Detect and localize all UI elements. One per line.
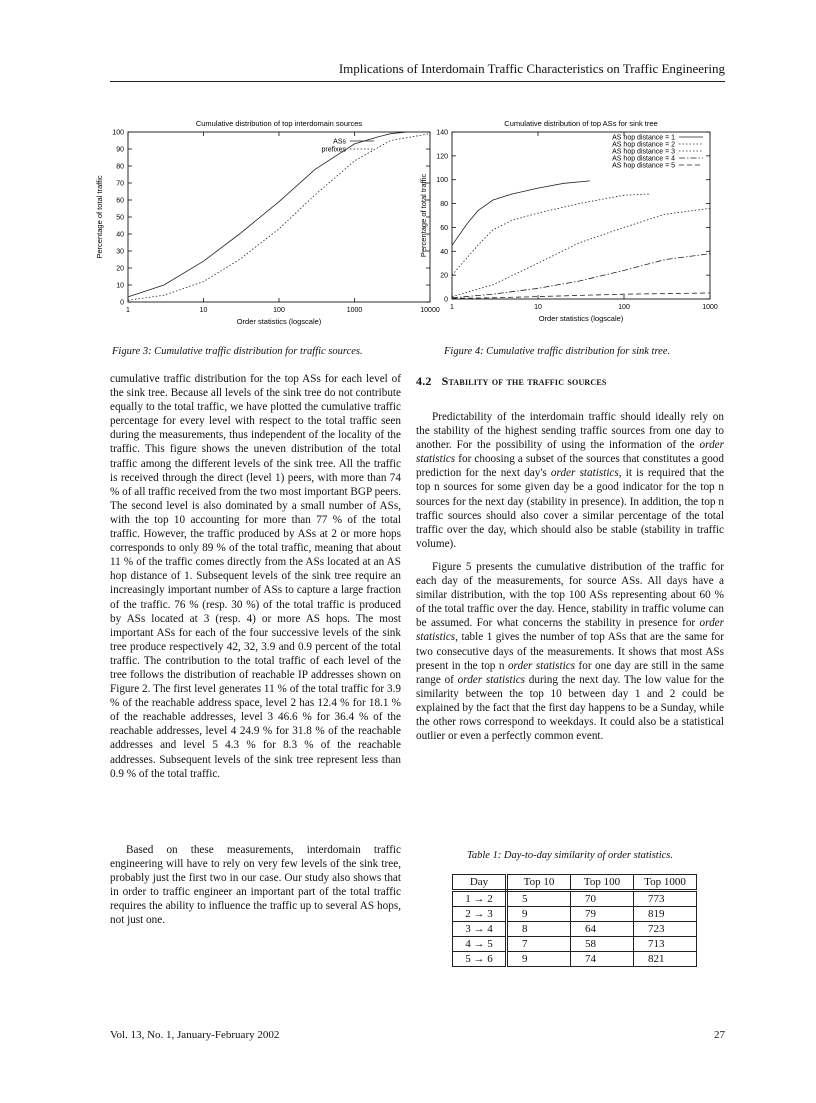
left-paragraph-2: Based on these measurements, interdomain traffic engineering will have to rely on very few levels of the sink tree, probably just the first two in our case. Our study also shows that in order to traffic engineer an important part of the total traffic requires the ability to influence the traffic up to several AS hops, not just one.	[110, 843, 401, 927]
y-axis-label: Percentage of total traffic	[419, 173, 428, 258]
table-cell: 3 → 4	[453, 922, 507, 937]
legend-label: AS hop distance = 2	[612, 141, 675, 149]
table-1	[452, 874, 697, 967]
table-cell: 74	[571, 952, 634, 967]
y-tick-label: 100	[436, 177, 448, 185]
y-tick-label: 0	[444, 296, 448, 304]
x-tick-label: 1000	[346, 307, 363, 314]
legend-label: AS hop distance = 5	[612, 162, 675, 170]
table-header-cell: Top 100	[571, 875, 634, 891]
figure-3-caption: Figure 3: Cumulative traffic distribution for traffic sources.	[112, 346, 363, 357]
y-tick-label: 30	[116, 248, 124, 256]
table-cell: 1 → 2	[453, 891, 507, 907]
table-cell: 723	[634, 922, 697, 937]
x-tick-label: 10	[534, 304, 542, 311]
section-heading	[416, 374, 607, 389]
legend-label: ASs	[333, 138, 346, 146]
left-column	[110, 372, 401, 927]
series-line	[452, 194, 650, 275]
y-tick-label: 20	[116, 265, 124, 273]
y-tick-label: 120	[436, 153, 448, 161]
figure-4-caption: Figure 4: Cumulative traffic distribution for sink tree.	[444, 346, 671, 357]
figure-3-chart	[84, 112, 440, 334]
y-tick-label: 80	[440, 201, 448, 209]
y-tick-label: 80	[116, 163, 124, 171]
x-axis-label: Order statistics (logscale)	[538, 314, 624, 323]
figure-3-svg	[84, 112, 440, 334]
legend-label: prefixes	[321, 146, 346, 154]
table-cell: 2 → 3	[453, 907, 507, 922]
y-tick-label: 60	[440, 224, 448, 232]
table-cell: 9	[507, 952, 571, 967]
y-tick-label: 90	[116, 146, 124, 154]
section-number: 4.2	[416, 374, 432, 388]
running-header: Implications of Interdomain Traffic Characteristics on Traffic Engineering	[338, 61, 725, 76]
chart-title: Cumulative distribution of top interdomain sources	[195, 119, 363, 128]
table-header-row	[453, 875, 697, 891]
table-cell: 819	[634, 907, 697, 922]
table-cell: 821	[634, 952, 697, 967]
series-line	[128, 134, 430, 301]
table-cell: 7	[507, 937, 571, 952]
table-cell: 4 → 5	[453, 937, 507, 952]
table-row	[453, 891, 697, 907]
x-tick-label: 10000	[420, 307, 440, 314]
y-tick-label: 0	[120, 299, 124, 307]
x-tick-label: 10	[199, 307, 208, 314]
table-cell: 79	[571, 907, 634, 922]
legend-label: AS hop distance = 3	[612, 148, 675, 156]
x-tick-label: 100	[618, 304, 630, 311]
y-tick-label: 50	[116, 214, 124, 222]
y-tick-label: 40	[116, 231, 124, 239]
table-cell: 773	[634, 891, 697, 907]
table-cell: 9	[507, 907, 571, 922]
right-column	[416, 410, 724, 743]
y-axis-label: Percentage of total traffic	[95, 175, 104, 259]
header-rule	[110, 81, 725, 82]
table-cell: 5 → 6	[453, 952, 507, 967]
figure-4-chart	[415, 112, 725, 334]
series-line	[128, 132, 407, 297]
x-axis-label: Order statistics (logscale)	[236, 317, 322, 326]
y-tick-label: 40	[440, 248, 448, 256]
right-paragraph-1: Predictability of the interdomain traffic should ideally rely on the stability of the highest sending traffic sources from one day to another. For the possibility of using the information of the order statistics for choosing a subset of the sources that constitutes a good prediction for the next day's order statistics, it is required that the top n sources for some given day be a good indicator for the top n sources for the next day (stability in presence). In addition, the top n traffic sources should also cover a similar percentage of the total traffic over the day, which should also be stable (stability in traffic volume).	[416, 411, 724, 550]
y-tick-label: 140	[436, 129, 448, 137]
table-header-cell: Top 1000	[634, 875, 697, 891]
table-cell: 58	[571, 937, 634, 952]
series-line	[452, 181, 590, 245]
y-tick-label: 70	[116, 180, 124, 188]
legend-label: AS hop distance = 1	[612, 134, 675, 142]
left-paragraph-1: cumulative traffic distribution for the top ASs for each level of the sink tree. Because all levels of the sink tree do not contribute equally to the total traffic, we have plotted the cumulative traffic percentage for every level with respect to the total traffic seen during the measurements, thus independent of the locality of the traffic. This figure shows the uneven distribution of the total traffic among the different levels of the sink tree. All the traffic is received through the direct (level 1) peers, with more than 74 % of all traffic received from the two most important BGP peers. The second level is also dominated by a small number of ASs, with the top 10 accounting for more than 77 % of the total traffic. However, the traffic produced by ASs at 2 or more hops corresponds to only 89 % of the total traffic, meaning that about 11 % of the traffic comes directly from the ASs located at an AS hop distance of 1. Subsequent levels of the sink tree require an increasingly important number of ASs to capture a large fraction of the traffic. 76 % (resp. 30 %) of the total traffic is produced by ASs located at 3 (resp. 4) or more AS hops. The most important ASs for each of the four successive levels of the sink tree produce respectively 42, 32, 3.9 and 0.9 percent of the total traffic. The contribution to the total traffic of each level of the tree follows the distribution of reachable IP addresses shown on Figure 2. The first level generates 11 % of the total traffic for 3.9 % of the reachable address space, level 2 has 12.4 % for 18.1 % of the reachable addresses, level 3 46.6 % for 36.4 % of the reachable addresses, level 4 24.9 % for 31.8 % of the reachable addresses and level 5 4.3 % for 8.3 % of the reachable addresses. Subsequent levels of the sink tree represent less than 0.9 % of the total traffic.	[110, 373, 401, 780]
section-title: Stability of the traffic sources	[441, 374, 607, 388]
right-paragraph-2: Figure 5 presents the cumulative distribution of the traffic for each day of the measurements, for source ASs. All days have a similar distribution, with the top 100 ASs representing about 60 % of the total traffic over the day. Hence, stability in traffic volume can be assumed. For what concerns the stability in presence for order statistics, table 1 gives the number of top ASs that are the same for two consecutive days of the measurements. It shows that most ASs present in the top n order statistics for one day are still in the same range of order statistics during the next day. The low value for the similarity between the top 10 between day 1 and 2 could be explained by the fact that the first day happens to be a Sunday, while the other rows correspond to weekdays. It could also be a statistical outlier or even a perfectly common event.	[416, 560, 725, 743]
table-row	[453, 922, 697, 937]
table-row	[453, 952, 697, 967]
x-tick-label: 1	[126, 307, 130, 314]
y-tick-label: 20	[440, 272, 448, 280]
table-cell: 70	[571, 891, 634, 907]
page-number: 27	[714, 1029, 725, 1041]
figure-4-svg	[415, 112, 725, 334]
x-tick-label: 1	[450, 304, 454, 311]
y-tick-label: 60	[116, 197, 124, 205]
chart-title: Cumulative distribution of top ASs for sink tree	[504, 119, 658, 128]
table-1-caption: Table 1: Day-to-day similarity of order statistics.	[466, 850, 673, 861]
series-line	[452, 254, 710, 298]
x-tick-label: 1000	[702, 304, 718, 311]
footer-journal: Vol. 13, No. 1, January-February 2002	[110, 1029, 280, 1041]
table-header-cell: Day	[453, 875, 507, 891]
y-tick-label: 100	[112, 129, 124, 137]
table-header-cell: Top 10	[507, 875, 571, 891]
table-cell: 8	[507, 922, 571, 937]
table-row	[453, 937, 697, 952]
table-cell: 713	[634, 937, 697, 952]
x-tick-label: 100	[273, 307, 285, 314]
plot-frame	[128, 132, 430, 302]
legend-label: AS hop distance = 4	[612, 155, 675, 163]
table-cell: 5	[507, 891, 571, 907]
series-line	[452, 208, 710, 296]
table-row	[453, 907, 697, 922]
table-cell: 64	[571, 922, 634, 937]
y-tick-label: 10	[116, 282, 124, 290]
series-line	[452, 293, 710, 298]
